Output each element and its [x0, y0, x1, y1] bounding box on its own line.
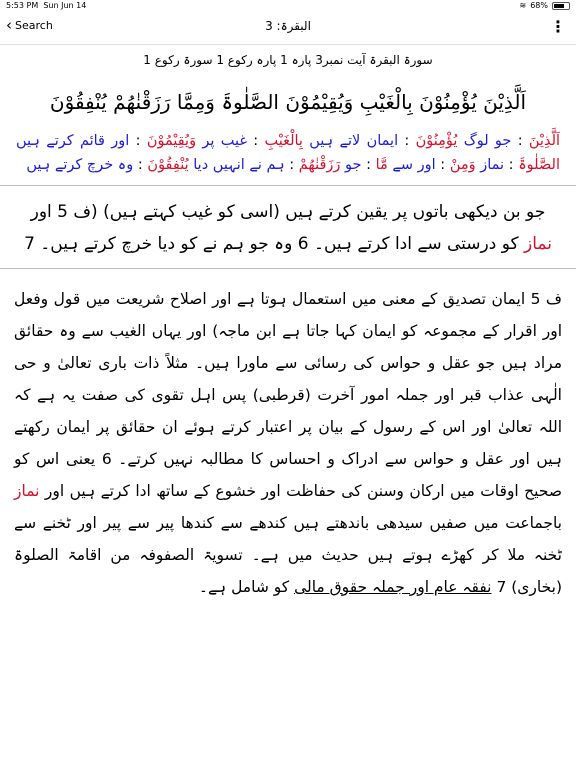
chevron-left-icon: ‹	[6, 16, 12, 34]
wbw-urdu-meaning: نماز	[480, 157, 505, 173]
status-right	[520, 0, 570, 12]
tafsir-part-2: باجماعت میں صفیں سیدھی باندھتے ہیں کندھے سے کندھا پیر سے پیر اور ٹخنے سے ٹخنہ ملا کر کھڑے ہوتے ہیں حدیث میں ہے۔ تسویۃ الصفوفہ من اقامۃ الصلوۃ (بخاری) 7	[14, 514, 562, 596]
more-options-icon[interactable]: ⋮	[550, 17, 566, 36]
tafsir-part-3: کو شامل ہے۔	[198, 578, 295, 596]
back-label: Search	[15, 19, 53, 32]
wbw-urdu-meaning: اور قائم کرتے ہیں	[16, 133, 130, 149]
wbw-arabic-word: بِالْغَیْبِ	[264, 133, 303, 149]
nav-bar	[0, 12, 576, 45]
wbw-urdu-meaning: ہم نے انہیں دیا	[193, 157, 285, 173]
arabic-ayah: اَلَّذِیْنَ یُؤْمِنُوْنَ بِالْغَیْبِ وَیُقِیْمُوْنَ الصَّلٰوۃَ وَمِمَّا رَزَقْنٰھُمْ یُنْفِقُوْنَ	[49, 90, 527, 114]
status-bar	[0, 0, 576, 12]
tafsir-text	[0, 283, 576, 603]
divider-2	[0, 268, 576, 269]
translation-text-2: کو درستی سے ادا کرتے ہیں۔ 6 وہ جو ہم نے کو دیا خرچ کرتے ہیں۔ 7	[24, 234, 524, 254]
wbw-arabic-word: الصَّلٰوۃَ	[518, 157, 560, 173]
wbw-arabic-word: رَزَقْنٰھُمْ	[298, 157, 341, 173]
wbw-arabic-word: وَمِنْ	[449, 157, 476, 173]
ayah-content	[0, 44, 576, 768]
wbw-arabic-word: اَلَّذِیْنَ	[528, 133, 561, 149]
wbw-urdu-meaning: ایمان لاتے ہیں	[309, 133, 399, 149]
wbw-arabic-word: یُؤْمِنُوْنَ	[415, 133, 458, 149]
battery-icon	[552, 2, 570, 10]
wbw-arabic-word: یُنْفِقُوْنَ	[147, 157, 189, 173]
wbw-urdu-meaning: اور سے	[392, 157, 436, 173]
word-by-word-translation: اَلَّذِیْنَ : جو لوگ یُؤْمِنُوْنَ : ایمان لاتے ہیں بِالْغَیْبِ : غیب پر وَیُقِیْمُوْنَ : اور قائم کرتے ہیں الصَّلٰوۃَ : نماز وَمِنْ : اور سے مَّا : جو رَزَقْنٰھُمْ : ہم نے انہیں دیا یُنْفِقُوْنَ : وہ خرچ کرتے ہیں	[16, 133, 561, 173]
wbw-urdu-meaning: غیب پر	[202, 133, 247, 149]
divider	[0, 185, 576, 186]
translation-text: جو بن دیکھی باتوں پر یقین کرتے ہیں (اسی کو غیب کہتے ہیں) (ف 5 اور	[30, 202, 546, 222]
tafsir-part-1: ف 5 ایمان تصدیق کے معنی میں استعمال ہوتا ہے اور اصلاح شریعت میں قول وفعل اور اقرار کے مجموعہ کو ایمان کہا جاتا ہے ابن ماجہ) اور یہاں الغیب سے وہ حقائق مراد ہیں جو عقل و حواس کی رسائی سے ماورا ہیں۔ مثلاً ذات باری تعالیٰ و حی الٰہی عذاب قبر اور جملہ امور آخرت (قرطبی) پس اہل تقوی کی صفت یہ ہے کہ اللہ تعالیٰ اور اس کے رسول کے بیان پر اعتبار کرتے ہوئے ان حقائق پر ایمان رکھتے ہیں اور عقل و حواس سے ادراک و احساس کا مطالبہ نہیں کرتے۔ 6 یعنی اس کو صحیح اوقات میں ارکان وسنن کی حفاظت اور خشوع کے ساتھ ادا کرتے ہیں اور	[14, 290, 562, 500]
wbw-arabic-word: وَیُقِیْمُوْنَ	[146, 133, 197, 149]
urdu-translation	[0, 196, 576, 260]
wbw-urdu-meaning: جو لوگ	[463, 133, 512, 149]
battery-fill	[554, 4, 564, 8]
status-time: 5:53 PM	[6, 1, 39, 10]
wifi-icon: ≋	[519, 1, 527, 10]
page-title: البقرۃ: 3	[265, 19, 311, 33]
wbw-urdu-meaning: وہ خرچ کرتے ہیں	[26, 157, 134, 173]
battery-percent: 68%	[530, 1, 548, 10]
ayah-reference: سورۃ البقرۃ آیت نمبر3 پارہ 1 پارہ رکوع 1 سورۃ رکوع 1	[143, 53, 433, 67]
status-time-date	[6, 0, 86, 12]
wbw-arabic-word: مَّا	[375, 157, 388, 173]
translation-highlight: نماز	[523, 234, 552, 254]
wbw-urdu-meaning: جو	[345, 157, 362, 173]
tafsir-highlight: نماز	[14, 482, 40, 500]
status-date: Sun Jun 14	[43, 1, 87, 10]
tafsir-underline: نفقہ عام اور جملہ حقوق مالی	[294, 578, 492, 596]
